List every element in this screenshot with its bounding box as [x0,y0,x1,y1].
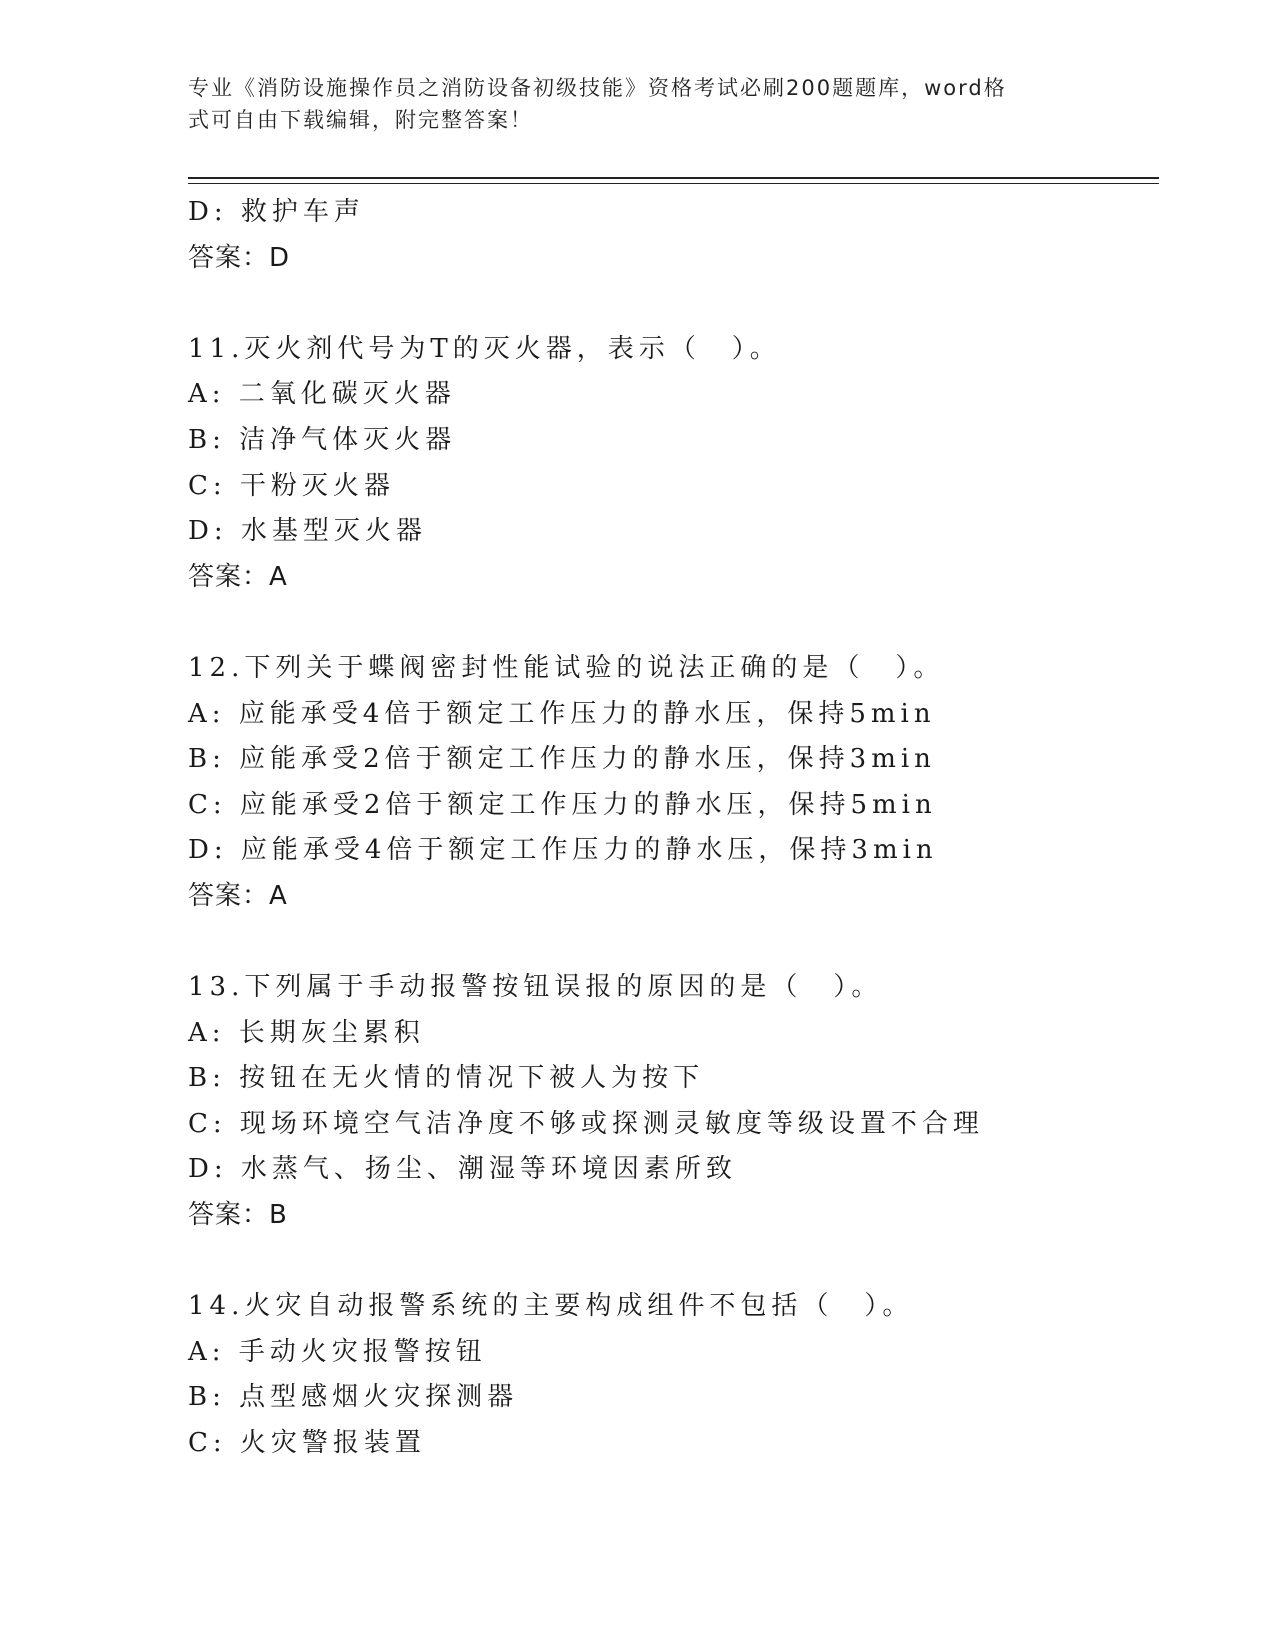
spacer [188,920,1159,966]
option-d: D: 水基型灭火器 [188,516,427,547]
option-d: D: 应能承受4倍于额定工作压力的静水压，保持3min [188,835,938,866]
option-c: C: 火灾警报装置 [188,1428,426,1459]
header-divider-thick [188,177,1159,179]
question-stem: 13.下列属于手动报警按钮误报的原因的是（ ）。 [188,972,883,1003]
question-11 [188,327,1159,601]
option-b: B: 按钮在无火情的情况下被人为按下 [188,1063,705,1094]
option-a: A: 应能承受4倍于额定工作压力的静水压，保持5min [188,698,936,729]
spacer [188,1239,1159,1285]
spacer [188,281,1159,327]
option-d: D: 水蒸气、扬尘、潮湿等环境因素所致 [188,1154,737,1185]
option-c: C: 现场环境空气洁净度不够或探测灵敏度等级设置不合理 [188,1108,984,1139]
document-header [188,72,1088,136]
answer: 答案：A [188,561,288,592]
question-list [188,190,1159,1467]
option-a: A: 二氧化碳灭火器 [188,379,456,410]
question-13 [188,965,1159,1239]
spacer [188,600,1159,646]
answer: 答案：A [188,880,288,911]
header-line-1: 专业《消防设施操作员之消防设备初级技能》资格考试必刷200题题库，word格 [188,76,1007,100]
option-b: B: 应能承受2倍于额定工作压力的静水压，保持3min [188,744,936,775]
answer: 答案：B [188,1200,288,1231]
prev-option-d: D: 救护车声 [188,197,365,227]
header-line-2: 式可自由下载编辑，附完整答案！ [188,108,533,132]
question-14 [188,1284,1159,1466]
option-a: A: 手动火灾报警按钮 [188,1336,487,1367]
prev-answer: 答案：D [188,242,291,273]
option-c: C: 干粉灭火器 [188,470,395,501]
header-divider-thin [188,183,1159,184]
option-b: B: 点型感烟火灾探测器 [188,1382,519,1413]
question-stem: 12.下列关于蝶阀密封性能试验的说法正确的是（ ）。 [188,652,945,683]
option-c: C: 应能承受2倍于额定工作压力的静水压，保持5min [188,789,937,820]
option-a: A: 长期灰尘累积 [188,1017,425,1048]
option-b: B: 洁净气体灭火器 [188,424,457,455]
question-12 [188,646,1159,920]
question-stem: 11.灭火剂代号为T的灭火器，表示（ ）。 [188,333,781,364]
question-stem: 14.火灾自动报警系统的主要构成组件不包括（ ）。 [188,1291,914,1322]
